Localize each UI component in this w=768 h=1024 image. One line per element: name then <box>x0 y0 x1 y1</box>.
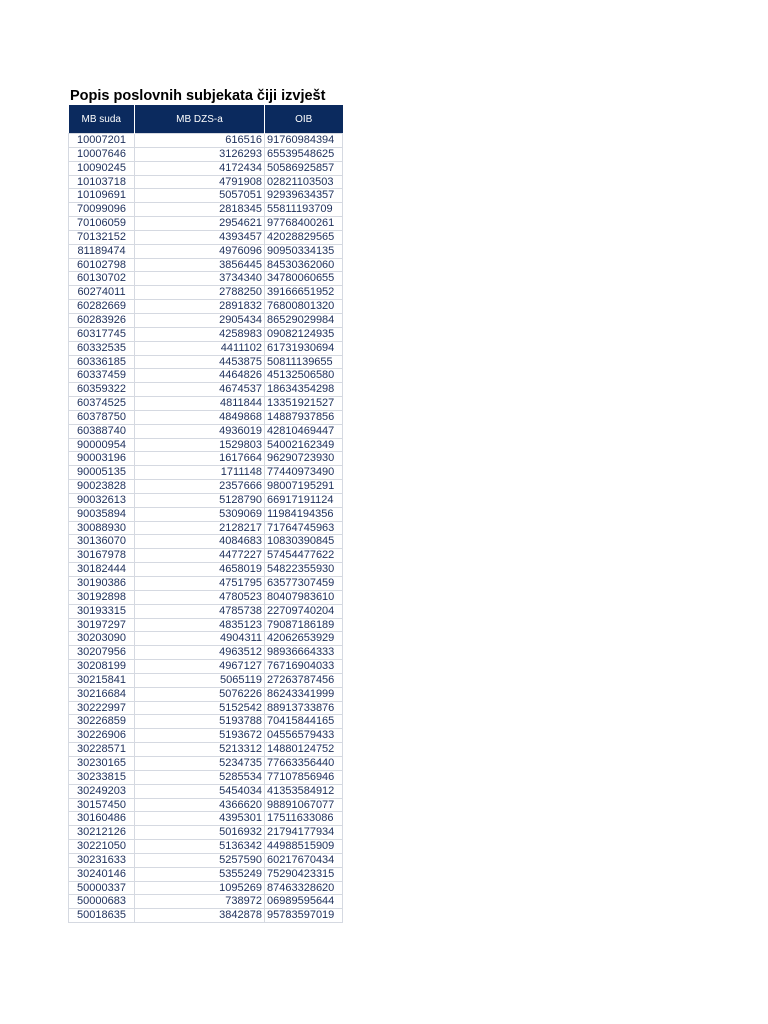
mb-dzs-cell[interactable]: 616516 <box>135 134 265 148</box>
table-row <box>69 466 343 480</box>
mb-dzs-cell[interactable]: 2788250 <box>135 286 265 300</box>
mb-suda-cell[interactable]: 60102798 <box>69 258 135 272</box>
oib-cell[interactable]: 75290423315 <box>265 867 343 881</box>
mb-suda-cell[interactable]: 60332535 <box>69 341 135 355</box>
table-row <box>69 521 343 535</box>
mb-dzs-cell[interactable]: 2954621 <box>135 217 265 231</box>
column-header-mb-suda[interactable]: MB suda <box>69 105 135 134</box>
mb-suda-cell[interactable]: 60374525 <box>69 397 135 411</box>
mb-suda-cell[interactable]: 90032613 <box>69 493 135 507</box>
mb-suda-cell[interactable]: 30197297 <box>69 618 135 632</box>
oib-cell[interactable]: 18634354298 <box>265 383 343 397</box>
table-row <box>69 327 343 341</box>
table-row <box>69 300 343 314</box>
oib-cell[interactable]: 80407983610 <box>265 590 343 604</box>
mb-suda-cell[interactable]: 60282669 <box>69 300 135 314</box>
mb-dzs-cell[interactable]: 1711148 <box>135 466 265 480</box>
table-row <box>69 203 343 217</box>
oib-cell[interactable]: 50811139655 <box>265 355 343 369</box>
mb-suda-cell[interactable]: 60283926 <box>69 313 135 327</box>
mb-suda-cell[interactable]: 30230165 <box>69 756 135 770</box>
table-row <box>69 563 343 577</box>
table-row <box>69 660 343 674</box>
mb-dzs-cell[interactable]: 5128790 <box>135 493 265 507</box>
oib-cell[interactable]: 76716904033 <box>265 660 343 674</box>
oib-cell[interactable]: 11984194356 <box>265 507 343 521</box>
mb-dzs-cell[interactable]: 3126293 <box>135 147 265 161</box>
table-row <box>69 618 343 632</box>
mb-suda-cell[interactable]: 30136070 <box>69 535 135 549</box>
mb-suda-cell[interactable]: 30228571 <box>69 743 135 757</box>
mb-suda-cell[interactable]: 50000337 <box>69 881 135 895</box>
mb-suda-cell[interactable]: 70132152 <box>69 230 135 244</box>
mb-dzs-cell[interactable]: 4849868 <box>135 410 265 424</box>
oib-cell[interactable]: 10830390845 <box>265 535 343 549</box>
table-row <box>69 493 343 507</box>
mb-suda-cell[interactable]: 81189474 <box>69 244 135 258</box>
mb-suda-cell[interactable]: 90023828 <box>69 480 135 494</box>
table-row <box>69 577 343 591</box>
mb-dzs-cell[interactable]: 1529803 <box>135 438 265 452</box>
mb-suda-cell[interactable]: 30190386 <box>69 577 135 591</box>
table-row <box>69 840 343 854</box>
mb-dzs-cell[interactable]: 4936019 <box>135 424 265 438</box>
table-row <box>69 397 343 411</box>
table-row <box>69 410 343 424</box>
table-row <box>69 729 343 743</box>
mb-suda-cell[interactable]: 60359322 <box>69 383 135 397</box>
mb-dzs-cell[interactable]: 4393457 <box>135 230 265 244</box>
mb-suda-cell[interactable]: 50018635 <box>69 909 135 923</box>
mb-suda-cell[interactable]: 60336185 <box>69 355 135 369</box>
mb-dzs-cell[interactable]: 5454034 <box>135 784 265 798</box>
mb-suda-cell[interactable]: 10007201 <box>69 134 135 148</box>
table-row <box>69 244 343 258</box>
oib-cell[interactable]: 45132506580 <box>265 369 343 383</box>
mb-dzs-cell[interactable]: 4791908 <box>135 175 265 189</box>
mb-dzs-cell[interactable]: 2818345 <box>135 203 265 217</box>
oib-cell[interactable]: 95783597019 <box>265 909 343 923</box>
oib-cell[interactable]: 97768400261 <box>265 217 343 231</box>
mb-dzs-cell[interactable]: 5257590 <box>135 853 265 867</box>
table-row <box>69 272 343 286</box>
oib-cell[interactable]: 50586925857 <box>265 161 343 175</box>
mb-suda-cell[interactable]: 90035894 <box>69 507 135 521</box>
mb-suda-cell[interactable]: 30088930 <box>69 521 135 535</box>
mb-dzs-cell[interactable]: 5152542 <box>135 701 265 715</box>
oib-cell[interactable]: 77663356440 <box>265 756 343 770</box>
mb-suda-cell[interactable]: 70106059 <box>69 217 135 231</box>
oib-cell[interactable]: 14880124752 <box>265 743 343 757</box>
mb-dzs-cell[interactable]: 4658019 <box>135 563 265 577</box>
oib-cell[interactable]: 41353584912 <box>265 784 343 798</box>
mb-dzs-cell[interactable]: 5016932 <box>135 826 265 840</box>
mb-dzs-cell[interactable]: 5193672 <box>135 729 265 743</box>
table-body <box>69 134 343 923</box>
document-title: Popis poslovnih subjekata čiji izvješt <box>70 88 326 104</box>
mb-dzs-cell[interactable]: 4976096 <box>135 244 265 258</box>
table-row <box>69 590 343 604</box>
oib-cell[interactable]: 54822355930 <box>265 563 343 577</box>
mb-dzs-cell[interactable]: 2357666 <box>135 480 265 494</box>
mb-dzs-cell[interactable]: 3842878 <box>135 909 265 923</box>
oib-cell[interactable]: 65539548625 <box>265 147 343 161</box>
column-header-mb-dzs[interactable]: MB DZS-a <box>135 105 265 134</box>
oib-cell[interactable]: 98007195291 <box>265 480 343 494</box>
table-row <box>69 452 343 466</box>
mb-dzs-cell[interactable]: 4172434 <box>135 161 265 175</box>
mb-suda-cell[interactable]: 60317745 <box>69 327 135 341</box>
mb-suda-cell[interactable]: 30167978 <box>69 549 135 563</box>
table-row <box>69 812 343 826</box>
mb-suda-cell[interactable]: 30222997 <box>69 701 135 715</box>
table-row <box>69 383 343 397</box>
mb-dzs-cell[interactable]: 4811844 <box>135 397 265 411</box>
mb-suda-cell[interactable]: 30240146 <box>69 867 135 881</box>
mb-dzs-cell[interactable]: 4835123 <box>135 618 265 632</box>
table-row <box>69 632 343 646</box>
mb-suda-cell[interactable]: 60378750 <box>69 410 135 424</box>
table-row <box>69 687 343 701</box>
mb-suda-cell[interactable]: 10090245 <box>69 161 135 175</box>
table-row <box>69 355 343 369</box>
table-row <box>69 784 343 798</box>
mb-suda-cell[interactable]: 30249203 <box>69 784 135 798</box>
oib-cell[interactable]: 57454477622 <box>265 549 343 563</box>
mb-suda-cell[interactable]: 30157450 <box>69 798 135 812</box>
table-row <box>69 217 343 231</box>
oib-cell[interactable]: 27263787456 <box>265 673 343 687</box>
table-row <box>69 646 343 660</box>
oib-cell[interactable]: 39166651952 <box>265 286 343 300</box>
oib-cell[interactable]: 54002162349 <box>265 438 343 452</box>
mb-dzs-cell[interactable]: 4258983 <box>135 327 265 341</box>
mb-dzs-cell[interactable]: 5193788 <box>135 715 265 729</box>
mb-suda-cell[interactable]: 60337459 <box>69 369 135 383</box>
mb-suda-cell[interactable]: 70099096 <box>69 203 135 217</box>
mb-dzs-cell[interactable]: 4453875 <box>135 355 265 369</box>
table-row <box>69 881 343 895</box>
oib-cell[interactable]: 96290723930 <box>265 452 343 466</box>
table-row <box>69 826 343 840</box>
mb-suda-cell[interactable]: 10109691 <box>69 189 135 203</box>
table-row <box>69 507 343 521</box>
mb-dzs-cell[interactable]: 5136342 <box>135 840 265 854</box>
oib-cell[interactable]: 17511633086 <box>265 812 343 826</box>
oib-cell[interactable]: 98936664333 <box>265 646 343 660</box>
mb-dzs-cell[interactable]: 3856445 <box>135 258 265 272</box>
oib-cell[interactable]: 42810469447 <box>265 424 343 438</box>
mb-dzs-cell[interactable]: 4751795 <box>135 577 265 591</box>
mb-suda-cell[interactable]: 90005135 <box>69 466 135 480</box>
mb-suda-cell[interactable]: 30216684 <box>69 687 135 701</box>
mb-dzs-cell[interactable]: 4366620 <box>135 798 265 812</box>
mb-suda-cell[interactable]: 30192898 <box>69 590 135 604</box>
oib-cell[interactable]: 61731930694 <box>265 341 343 355</box>
table-row <box>69 701 343 715</box>
oib-cell[interactable]: 60217670434 <box>265 853 343 867</box>
table-row <box>69 230 343 244</box>
table-row <box>69 438 343 452</box>
mb-dzs-cell[interactable]: 4395301 <box>135 812 265 826</box>
mb-dzs-cell[interactable]: 5057051 <box>135 189 265 203</box>
oib-cell[interactable]: 42062653929 <box>265 632 343 646</box>
oib-cell[interactable]: 84530362060 <box>265 258 343 272</box>
table-row <box>69 756 343 770</box>
oib-cell[interactable]: 86529029984 <box>265 313 343 327</box>
oib-cell[interactable]: 34780060655 <box>265 272 343 286</box>
oib-cell[interactable]: 66917191124 <box>265 493 343 507</box>
table-row <box>69 480 343 494</box>
mb-dzs-cell[interactable]: 1095269 <box>135 881 265 895</box>
mb-dzs-cell[interactable]: 5285534 <box>135 770 265 784</box>
mb-suda-cell[interactable]: 30221050 <box>69 840 135 854</box>
mb-suda-cell[interactable]: 90000954 <box>69 438 135 452</box>
mb-suda-cell[interactable]: 30160486 <box>69 812 135 826</box>
oib-cell[interactable]: 71764745963 <box>265 521 343 535</box>
mb-suda-cell[interactable]: 10007646 <box>69 147 135 161</box>
table-row <box>69 286 343 300</box>
oib-cell[interactable]: 90950334135 <box>265 244 343 258</box>
table-row <box>69 909 343 923</box>
mb-dzs-cell[interactable]: 5213312 <box>135 743 265 757</box>
mb-suda-cell[interactable]: 30215841 <box>69 673 135 687</box>
data-table <box>68 105 343 923</box>
oib-cell[interactable]: 92939634357 <box>265 189 343 203</box>
mb-dzs-cell[interactable]: 3734340 <box>135 272 265 286</box>
table-row <box>69 853 343 867</box>
table-row <box>69 798 343 812</box>
oib-cell[interactable]: 88913733876 <box>265 701 343 715</box>
mb-suda-cell[interactable]: 30208199 <box>69 660 135 674</box>
mb-dzs-cell[interactable]: 5309069 <box>135 507 265 521</box>
table-row <box>69 895 343 909</box>
mb-suda-cell[interactable]: 60388740 <box>69 424 135 438</box>
mb-dzs-cell[interactable]: 4411102 <box>135 341 265 355</box>
oib-cell[interactable]: 77107856946 <box>265 770 343 784</box>
oib-cell[interactable]: 63577307459 <box>265 577 343 591</box>
oib-cell[interactable]: 22709740204 <box>265 604 343 618</box>
mb-dzs-cell[interactable]: 2128217 <box>135 521 265 535</box>
mb-suda-cell[interactable]: 30233815 <box>69 770 135 784</box>
mb-suda-cell[interactable]: 50000683 <box>69 895 135 909</box>
table-row <box>69 313 343 327</box>
oib-cell[interactable]: 76800801320 <box>265 300 343 314</box>
oib-cell[interactable]: 13351921527 <box>265 397 343 411</box>
mb-dzs-cell[interactable]: 5355249 <box>135 867 265 881</box>
mb-dzs-cell[interactable]: 4785738 <box>135 604 265 618</box>
table-row <box>69 604 343 618</box>
mb-dzs-cell[interactable]: 5065119 <box>135 673 265 687</box>
table-row <box>69 189 343 203</box>
oib-cell[interactable]: 87463328620 <box>265 881 343 895</box>
oib-cell[interactable]: 21794177934 <box>265 826 343 840</box>
mb-suda-cell[interactable]: 30226906 <box>69 729 135 743</box>
mb-suda-cell[interactable]: 90003196 <box>69 452 135 466</box>
mb-dzs-cell[interactable]: 5234735 <box>135 756 265 770</box>
oib-cell[interactable]: 44988515909 <box>265 840 343 854</box>
mb-dzs-cell[interactable]: 4963512 <box>135 646 265 660</box>
mb-suda-cell[interactable]: 30182444 <box>69 563 135 577</box>
mb-suda-cell[interactable]: 60274011 <box>69 286 135 300</box>
oib-cell[interactable]: 14887937856 <box>265 410 343 424</box>
table-row <box>69 175 343 189</box>
oib-cell[interactable]: 79087186189 <box>265 618 343 632</box>
mb-suda-cell[interactable]: 30203090 <box>69 632 135 646</box>
mb-dzs-cell[interactable]: 4464826 <box>135 369 265 383</box>
table-row <box>69 134 343 148</box>
mb-dzs-cell[interactable]: 4904311 <box>135 632 265 646</box>
mb-suda-cell[interactable]: 30226859 <box>69 715 135 729</box>
oib-cell[interactable]: 04556579433 <box>265 729 343 743</box>
oib-cell[interactable]: 98891067077 <box>265 798 343 812</box>
mb-dzs-cell[interactable]: 738972 <box>135 895 265 909</box>
mb-suda-cell[interactable]: 30212126 <box>69 826 135 840</box>
mb-suda-cell[interactable]: 60130702 <box>69 272 135 286</box>
mb-dzs-cell[interactable]: 2905434 <box>135 313 265 327</box>
header-row <box>69 105 343 134</box>
mb-dzs-cell[interactable]: 4967127 <box>135 660 265 674</box>
oib-cell[interactable]: 91760984394 <box>265 134 343 148</box>
oib-cell[interactable]: 02821103503 <box>265 175 343 189</box>
mb-dzs-cell[interactable]: 4477227 <box>135 549 265 563</box>
table-row <box>69 161 343 175</box>
table-row <box>69 673 343 687</box>
mb-suda-cell[interactable]: 30231633 <box>69 853 135 867</box>
table-row <box>69 867 343 881</box>
mb-dzs-cell[interactable]: 4780523 <box>135 590 265 604</box>
table-row <box>69 535 343 549</box>
oib-cell[interactable]: 06989595644 <box>265 895 343 909</box>
oib-cell[interactable]: 70415844165 <box>265 715 343 729</box>
table-row <box>69 341 343 355</box>
oib-cell[interactable]: 55811193709 <box>265 203 343 217</box>
mb-dzs-cell[interactable]: 5076226 <box>135 687 265 701</box>
oib-cell[interactable]: 42028829565 <box>265 230 343 244</box>
mb-suda-cell[interactable]: 30193315 <box>69 604 135 618</box>
table-row <box>69 147 343 161</box>
oib-cell[interactable]: 09082124935 <box>265 327 343 341</box>
table-row <box>69 549 343 563</box>
mb-suda-cell[interactable]: 30207956 <box>69 646 135 660</box>
table-row <box>69 424 343 438</box>
mb-dzs-cell[interactable]: 4084683 <box>135 535 265 549</box>
table-row <box>69 743 343 757</box>
oib-cell[interactable]: 77440973490 <box>265 466 343 480</box>
oib-cell[interactable]: 86243341999 <box>265 687 343 701</box>
mb-suda-cell[interactable]: 10103718 <box>69 175 135 189</box>
table-row <box>69 369 343 383</box>
mb-dzs-cell[interactable]: 2891832 <box>135 300 265 314</box>
mb-dzs-cell[interactable]: 1617664 <box>135 452 265 466</box>
mb-dzs-cell[interactable]: 4674537 <box>135 383 265 397</box>
table-row <box>69 715 343 729</box>
column-header-oib[interactable]: OIB <box>265 105 343 134</box>
table-row <box>69 770 343 784</box>
table-row <box>69 258 343 272</box>
